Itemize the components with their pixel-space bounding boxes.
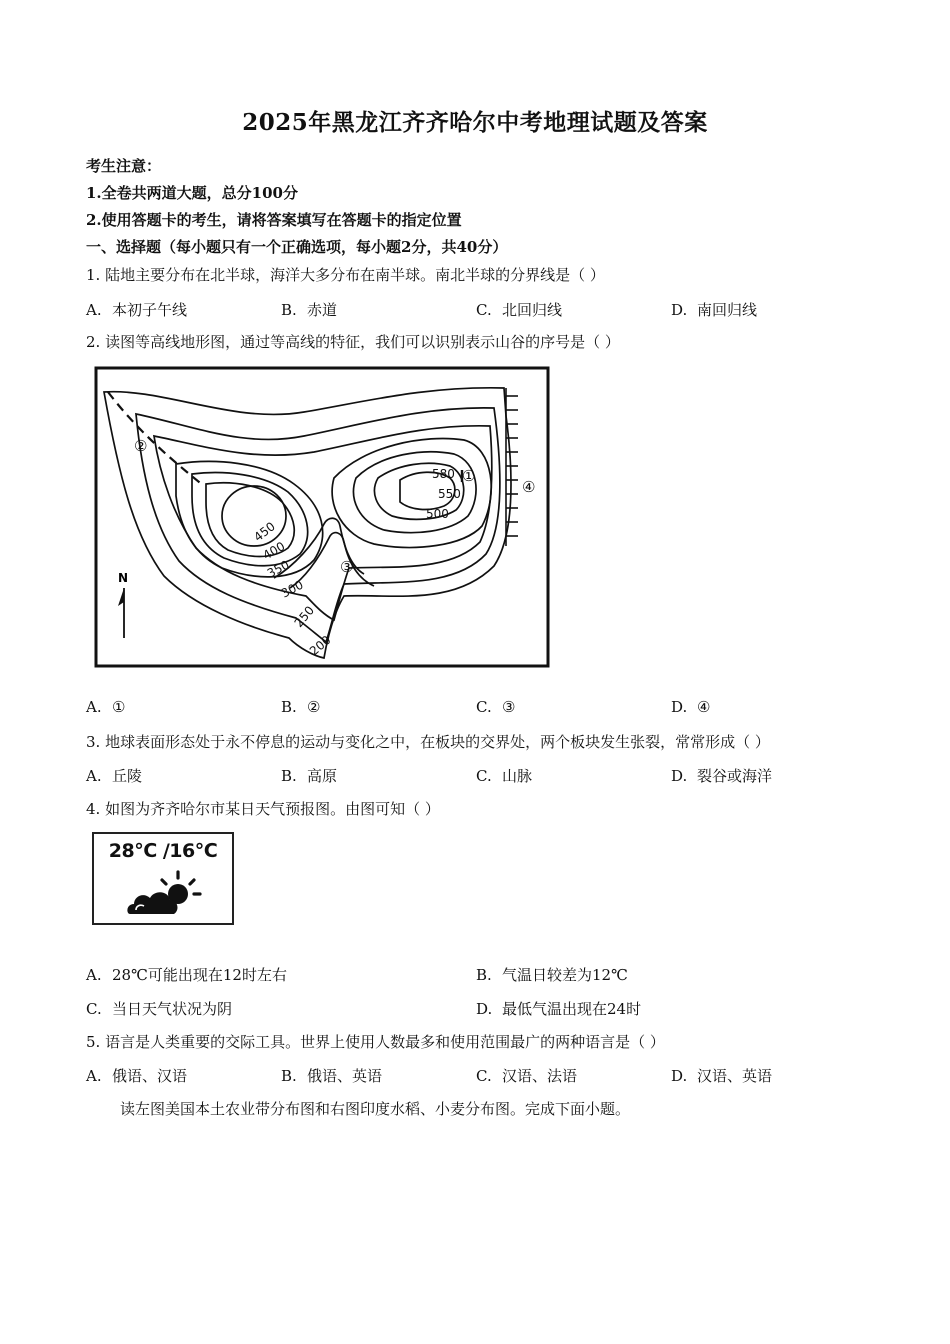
contour-label-500: 500: [426, 507, 449, 521]
contour-map-figure: [94, 366, 550, 668]
contour-label-580: 580: [432, 467, 455, 481]
q4-option-a: A. 28℃可能出现在12时左右: [86, 966, 287, 984]
contour-label-400: 400: [260, 539, 288, 563]
q2-option-d: D. ④: [671, 698, 711, 716]
q5-option-b: B. 俄语、英语: [281, 1067, 383, 1085]
marker-1: ①: [462, 467, 476, 485]
contour-label-550: 550: [438, 487, 461, 501]
contour-label-300: 300: [278, 577, 306, 601]
q5-option-c: C. 汉语、法语: [476, 1067, 578, 1085]
q5-option-a: A. 俄语、汉语: [86, 1067, 188, 1085]
q2-option-b: B. ②: [281, 698, 321, 716]
q1-option-c: C. 北回归线: [476, 301, 563, 319]
question-3-stem: 3. 地球表面形态处于永不停息的运动与变化之中，在板块的交界处，两个板块发生张裂，常常形成（ ）: [86, 733, 770, 751]
weather-forecast-figure: [92, 832, 234, 925]
weather-temperature: 28℃ /16℃: [108, 840, 218, 862]
question-5-stem: 5. 语言是人类重要的交际工具。世界上使用人数最多和使用范围最广的两种语言是（ ）: [86, 1033, 665, 1051]
question-1-stem: 1. 陆地主要分布在北半球，海洋大多分布在南半球。南北半球的分界线是（ ）: [86, 266, 605, 284]
q4-option-d: D. 最低气温出现在24时: [476, 1000, 642, 1018]
q1-option-a: A. 本初子午线: [86, 301, 188, 319]
contour-label-450: 450: [251, 519, 278, 545]
contour-label-350: 350: [264, 557, 292, 581]
q3-option-d: D. 裂谷或海洋: [671, 767, 773, 785]
marker-2: ②: [134, 437, 148, 455]
q4-option-c: C. 当日天气状况为阴: [86, 1000, 233, 1018]
q1-option-b: B. 赤道: [281, 301, 338, 319]
q3-option-a: A. 丘陵: [86, 767, 143, 785]
contour-label-200: 200: [306, 632, 334, 659]
q1-option-d: D. 南回归线: [671, 301, 758, 319]
question-2-stem: 2. 读图等高线地形图，通过等高线的特征，我们可以识别表示山谷的序号是（ ）: [86, 333, 620, 351]
q2-option-a: A. ①: [86, 698, 126, 716]
q3-option-b: B. 高原: [281, 767, 338, 785]
page-title: 2025年黑龙江齐齐哈尔中考地理试题及答案: [242, 109, 708, 136]
contour-label-250: 250: [291, 603, 318, 630]
partly-cloudy-icon: [124, 870, 204, 918]
notice-item-2: 2.使用答题卡的考生，请将答案填写在答题卡的指定位置: [86, 211, 462, 229]
notice-heading: 考生注意：: [86, 157, 162, 175]
notice-item-1: 1.全卷共两道大题，总分100分: [86, 184, 298, 202]
marker-3: ③: [340, 558, 354, 576]
reading-prompt: 读左图美国本土农业带分布图和右图印度水稻、小麦分布图。完成下面小题。: [120, 1100, 631, 1118]
q5-option-d: D. 汉语、英语: [671, 1067, 773, 1085]
marker-4: ④: [522, 478, 536, 496]
q4-option-b: B. 气温日较差为12℃: [476, 966, 628, 984]
q2-option-c: C. ③: [476, 698, 516, 716]
north-label: N: [118, 571, 129, 585]
q3-option-c: C. 山脉: [476, 767, 533, 785]
section-heading: 一、选择题（每小题只有一个正确选项，每小题2分，共40分）: [86, 238, 508, 256]
question-4-stem: 4. 如图为齐齐哈尔市某日天气预报图。由图可知（ ）: [86, 800, 440, 818]
